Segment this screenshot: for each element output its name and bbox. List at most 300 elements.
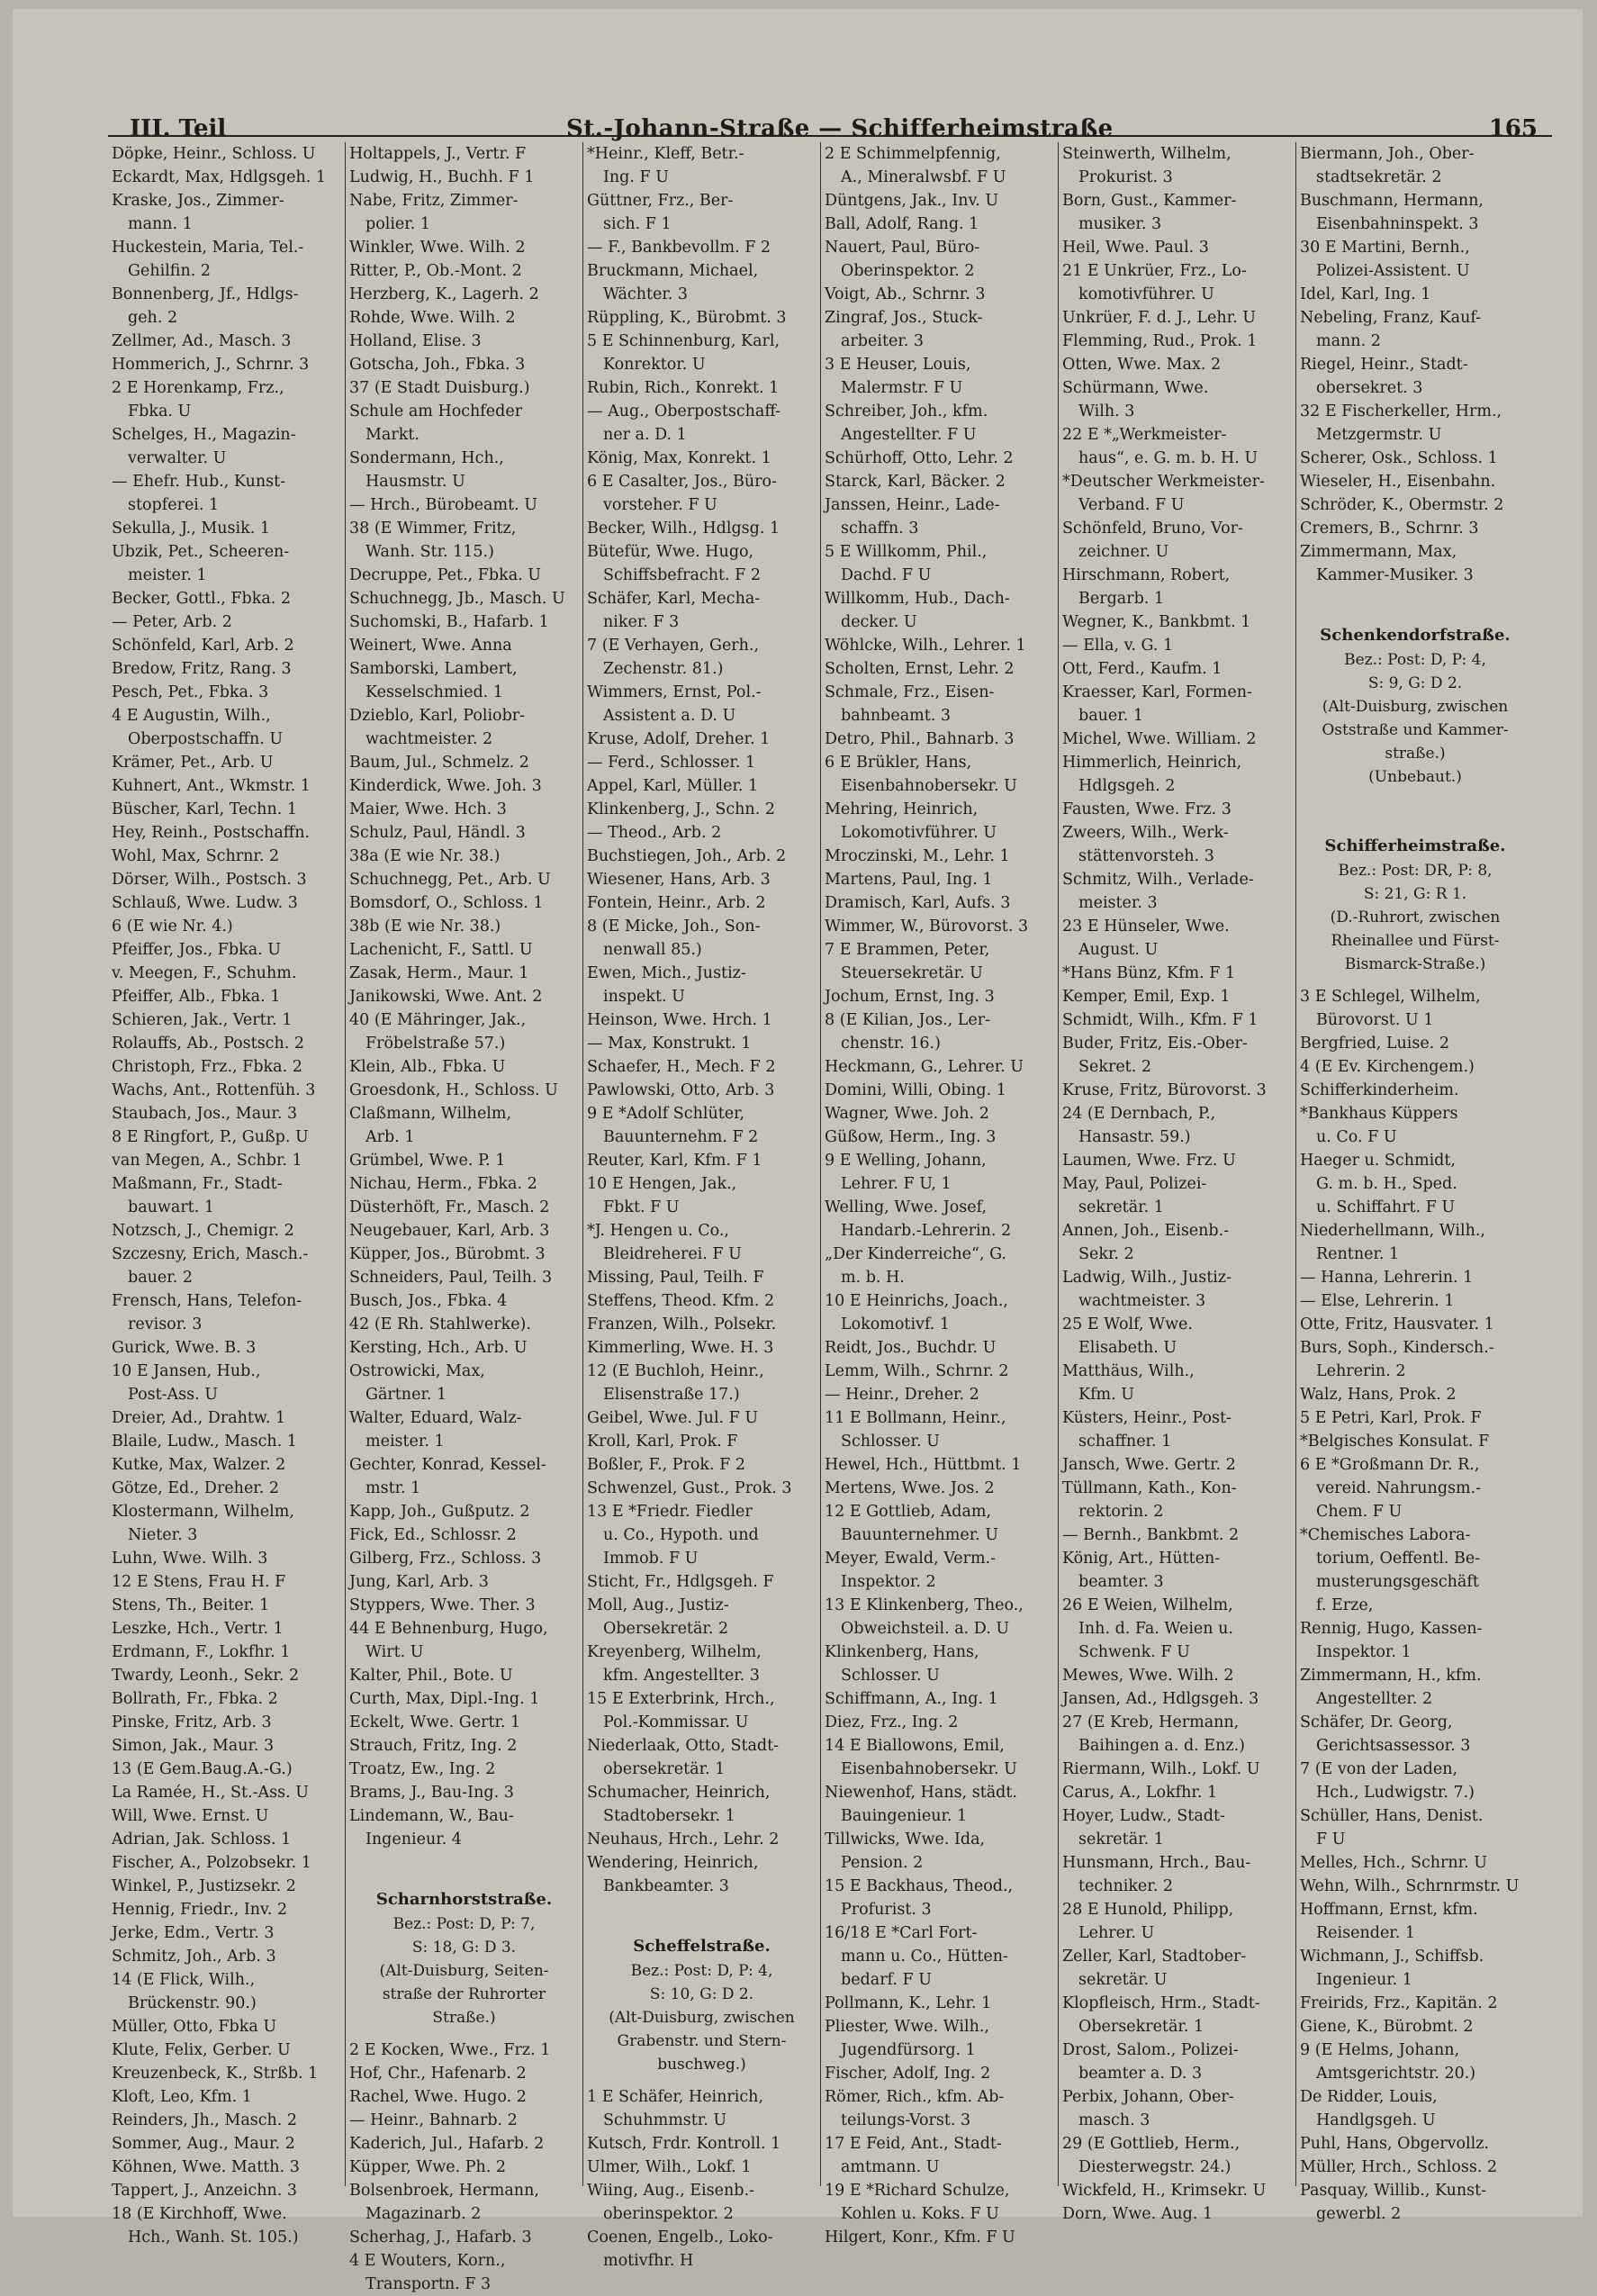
directory-entry: Suchomski, B., Hafarb. 1	[349, 613, 549, 631]
street-heading: Schenkendorfstraße.	[1320, 626, 1511, 645]
directory-entry: Stens, Th., Beiter. 1	[112, 1596, 270, 1614]
directory-entry: Kammer-Musiker. 3	[1316, 566, 1474, 584]
directory-entry: 8 (E Kilian, Jos., Ler-	[825, 1011, 991, 1029]
directory-entry: Oberpostschaffn. U	[128, 730, 284, 748]
directory-entry: revisor. 3	[128, 1315, 203, 1333]
directory-entry: 37 (E Stadt Duisburg.)	[349, 379, 530, 397]
directory-entry: Dachd. F U	[841, 566, 932, 584]
directory-entry: König, Max, Konrekt. 1	[587, 449, 771, 467]
directory-entry: 6 (E wie Nr. 4.)	[112, 917, 233, 936]
directory-entry: König, Art., Hütten-	[1062, 1550, 1221, 1568]
directory-entry: Hey, Reinh., Postschaffn.	[112, 824, 311, 842]
directory-entry: 7 E Brammen, Peter,	[825, 941, 990, 959]
directory-entry: Oberinspektor. 2	[841, 262, 975, 280]
directory-entry: Kaderich, Jul., Hafarb. 2	[349, 2135, 545, 2153]
directory-entry: Kreyenberg, Wilhelm,	[587, 1643, 762, 1661]
directory-entry: Hoffmann, Ernst, kfm.	[1300, 1901, 1478, 1919]
street-info-line: S: 21, G: R 1.	[1363, 885, 1467, 903]
directory-entry: „Der Kinderreiche“, G.	[825, 1245, 1006, 1263]
directory-entry: Kraske, Jos., Zimmer-	[112, 192, 284, 210]
directory-entry: 8 E Ringfort, P., Gußp. U	[112, 1128, 309, 1146]
directory-entry: Inspektor. 2	[841, 1573, 936, 1591]
directory-entry: La Ramée, H., St.-Ass. U	[112, 1784, 309, 1802]
directory-entry: 27 (E Kreb, Hermann,	[1062, 1713, 1240, 1731]
directory-entry: Franzen, Wilh., Polsekr.	[587, 1315, 777, 1333]
directory-entry: 3 E Schlegel, Wilhelm,	[1300, 988, 1481, 1006]
directory-entry: Jerke, Edm., Vertr. 3	[112, 1924, 275, 1942]
directory-entry: Bauunternehmer. U	[841, 1526, 999, 1544]
directory-entry: — Max, Konstrukt. 1	[587, 1035, 752, 1053]
directory-entry: Klein, Alb., Fbka. U	[349, 1058, 506, 1076]
directory-entry: Wendering, Heinrich,	[587, 1854, 759, 1872]
directory-entry: 30 E Martini, Bernh.,	[1300, 239, 1470, 257]
directory-entry: Rolauffs, Ab., Postsch. 2	[112, 1035, 305, 1053]
directory-entry: 24 (E Dernbach, P.,	[1062, 1105, 1216, 1123]
directory-entry: Ostrowicki, Max,	[349, 1362, 485, 1380]
directory-entry: Detro, Phil., Bahnarb. 3	[825, 730, 1015, 748]
directory-entry: Gilberg, Frz., Schloss. 3	[349, 1550, 542, 1568]
directory-entry: Nabe, Fritz, Zimmer-	[349, 192, 519, 210]
directory-entry: Pension. 2	[841, 1854, 924, 1872]
directory-entry: Huckestein, Maria, Tel.-	[112, 239, 304, 257]
directory-entry: Weinert, Wwe. Anna	[349, 637, 512, 655]
directory-entry: Buder, Fritz, Eis.-Ober-	[1062, 1035, 1248, 1053]
directory-entry: Niederlaak, Otto, Stadt-	[587, 1737, 780, 1755]
directory-entry: Neugebauer, Karl, Arb. 3	[349, 1222, 550, 1240]
directory-entry: Ulmer, Wilh., Lokf. 1	[587, 2158, 752, 2176]
directory-entry: Profurist. 3	[841, 1901, 932, 1919]
directory-entry: Bleidreherei. F U	[603, 1245, 742, 1263]
directory-entry: Kutke, Max, Walzer. 2	[112, 1456, 286, 1474]
directory-entry: 5 E Petri, Karl, Prok. F	[1300, 1409, 1482, 1427]
directory-entry: Obersekretär. 1	[1078, 2018, 1205, 2036]
directory-entry: Hch., Wanh. St. 105.)	[128, 2228, 299, 2246]
street-info-line: straße.)	[1385, 745, 1446, 763]
directory-entry: Kroll, Karl, Prok. F	[587, 1433, 738, 1451]
directory-entry: Zweers, Wilh., Werk-	[1062, 824, 1229, 842]
directory-entry: Bergarb. 1	[1078, 590, 1165, 608]
directory-entry: Eckelt, Wwe. Gertr. 1	[349, 1713, 521, 1731]
directory-entry: stadtsekretär. 2	[1316, 168, 1442, 186]
directory-entry: Hof, Chr., Hafenarb. 2	[349, 2065, 527, 2083]
directory-entry: Wiing, Aug., Eisenb.-	[587, 2182, 754, 2200]
directory-entry: Biermann, Joh., Ober-	[1300, 145, 1475, 163]
directory-entry: Kinderdick, Wwe. Joh. 3	[349, 777, 542, 795]
directory-entry: Hoyer, Ludw., Stadt-	[1062, 1807, 1225, 1825]
street-info-line: Grabenstr. und Stern-	[617, 2032, 787, 2050]
directory-entry: 29 (E Gottlieb, Herm.,	[1062, 2135, 1241, 2153]
directory-entry: Angestellter. 2	[1316, 1690, 1433, 1708]
directory-entry: amtmann. U	[841, 2158, 940, 2176]
directory-entry: Bonnenberg, Jf., Hdlgs-	[112, 285, 299, 303]
directory-entry: musiker. 3	[1078, 215, 1162, 233]
directory-entry: Scherhag, J., Hafarb. 3	[349, 2228, 532, 2246]
directory-entry: Carus, A., Lokfhr. 1	[1062, 1784, 1218, 1802]
directory-entry: 16/18 E *Carl Fort-	[825, 1924, 978, 1942]
directory-entry: Wilh. 3	[1078, 402, 1135, 420]
directory-entry: Güttner, Frz., Ber-	[587, 192, 734, 210]
directory-entry: Inh. d. Fa. Weien u.	[1078, 1620, 1233, 1638]
directory-entry: Verband. F U	[1078, 496, 1185, 514]
directory-entry: polier. 1	[365, 215, 430, 233]
directory-entry: Herzberg, K., Lagerh. 2	[349, 285, 539, 303]
directory-entry: Nauert, Paul, Büro-	[825, 239, 980, 257]
directory-entry: 4 (E Ev. Kirchengem.)	[1300, 1058, 1475, 1076]
directory-entry: Prokurist. 3	[1078, 168, 1173, 186]
directory-entry: m. b. H.	[841, 1269, 905, 1287]
directory-entry: 7 (E von der Laden,	[1300, 1760, 1458, 1778]
street-info-line: straße der Ruhrorter	[382, 1985, 546, 2003]
directory-entry: Amtsgerichtstr. 20.)	[1316, 2065, 1476, 2083]
directory-entry: motivfhr. H	[603, 2252, 694, 2270]
directory-entry: 32 E Fischerkeller, Hrm.,	[1300, 402, 1502, 420]
directory-entry: Starck, Karl, Bäcker. 2	[825, 473, 1006, 491]
directory-entry: wachtmeister. 3	[1078, 1292, 1206, 1310]
directory-entry: Hilgert, Konr., Kfm. F U	[825, 2228, 1015, 2246]
directory-entry: Otte, Fritz, Hausvater. 1	[1300, 1315, 1494, 1333]
directory-entry: Rentner. 1	[1316, 1245, 1400, 1263]
directory-entry: 19 E *Richard Schulze,	[825, 2182, 1010, 2200]
directory-entry: 23 E Hünseler, Wwe.	[1062, 917, 1230, 936]
directory-entry: Mehring, Heinrich,	[825, 800, 979, 818]
directory-entry: verwalter. U	[128, 449, 227, 467]
directory-entry: mstr. 1	[365, 1479, 421, 1497]
directory-entry: Kesselschmied. 1	[365, 683, 503, 701]
directory-entry: Inspektor. 1	[1316, 1643, 1412, 1661]
directory-entry: Gotscha, Joh., Fbka. 3	[349, 356, 526, 374]
directory-entry: Fausten, Wwe. Frz. 3	[1062, 800, 1232, 818]
directory-entry: Rubin, Rich., Konrekt. 1	[587, 379, 780, 397]
directory-entry: Wieseler, H., Eisenbahn.	[1300, 473, 1496, 491]
directory-entry: rektorin. 2	[1078, 1503, 1164, 1521]
directory-entry: Tüllmann, Kath., Kon-	[1062, 1479, 1237, 1497]
directory-entry: Melles, Hch., Schrnr. U	[1300, 1854, 1487, 1872]
directory-entry: — F., Bankbevollm. F 2	[587, 239, 771, 257]
directory-entry: Maier, Wwe. Hch. 3	[349, 800, 507, 818]
directory-entry: Magazinarb. 2	[365, 2205, 482, 2223]
directory-entry: Schuhmmstr. U	[603, 2111, 727, 2129]
directory-entry: — Bernh., Bankbmt. 2	[1062, 1526, 1240, 1544]
directory-entry: 8 (E Micke, Joh., Son-	[587, 917, 761, 936]
directory-entry: Zellmer, Ad., Masch. 3	[112, 332, 292, 350]
directory-entry: 3 E Heuser, Louis,	[825, 356, 971, 374]
directory-entry: Schifferkinderheim.	[1300, 1081, 1459, 1099]
directory-entry: Janssen, Heinr., Lade-	[825, 496, 1000, 514]
directory-entry: Wohl, Max, Schrnr. 2	[112, 847, 280, 865]
directory-entry: Lehrerin. 2	[1316, 1362, 1406, 1380]
directory-entry: Notzsch, J., Chemigr. 2	[112, 1222, 294, 1240]
directory-entry: Pliester, Wwe. Wilh.,	[825, 2018, 989, 2036]
directory-entry: — Ferd., Schlosser. 1	[587, 754, 756, 772]
directory-entry: meister. 1	[128, 566, 207, 584]
directory-entry: Buchstiegen, Joh., Arb. 2	[587, 847, 787, 865]
street-info-line: (Unbebaut.)	[1368, 768, 1462, 786]
directory-entry: Schelges, H., Magazin-	[112, 426, 296, 444]
directory-entry: Lemm, Wilh., Schrnr. 2	[825, 1362, 1009, 1380]
directory-entry: inspekt. U	[603, 988, 685, 1006]
directory-entry: Kruse, Adolf, Dreher. 1	[587, 730, 771, 748]
directory-entry: Scherer, Osk., Schloss. 1	[1300, 449, 1498, 467]
directory-entry: Grümbel, Wwe. P. 1	[349, 1152, 506, 1170]
directory-entry: Perbix, Johann, Ober-	[1062, 2088, 1234, 2106]
directory-entry: Annen, Joh., Eisenb.-	[1062, 1222, 1230, 1240]
directory-entry: De Ridder, Louis,	[1300, 2088, 1438, 2106]
directory-entry: Ball, Adolf, Rang. 1	[825, 215, 979, 233]
directory-entry: Born, Gust., Kammer-	[1062, 192, 1237, 210]
directory-entry: Lokomotivführer. U	[841, 824, 997, 842]
directory-entry: Domini, Willi, Obing. 1	[825, 1081, 1006, 1099]
directory-entry: Schürmann, Wwe.	[1062, 379, 1209, 397]
directory-entry: Hausmstr. U	[365, 473, 465, 491]
directory-entry: Fröbelstraße 57.)	[365, 1035, 506, 1053]
directory-entry: Köhnen, Wwe. Matth. 3	[112, 2158, 300, 2176]
directory-entry: *Chemisches Labora-	[1300, 1526, 1471, 1544]
directory-entry: van Megen, A., Schbr. 1	[112, 1152, 302, 1170]
directory-entry: Ingenieur. 1	[1316, 1971, 1412, 1989]
directory-entry: bauer. 1	[1078, 707, 1143, 725]
directory-entry: 13 E Klinkenberg, Theo.,	[825, 1596, 1024, 1614]
street-heading: Scheffelstraße.	[633, 1937, 771, 1956]
street-info-line: Bez.: Post: D, P: 4,	[1344, 651, 1486, 669]
directory-entry: Dreier, Ad., Drahtw. 1	[112, 1409, 286, 1427]
directory-entry: 6 E Casalter, Jos., Büro-	[587, 473, 777, 491]
directory-entry: A., Mineralwsbf. F U	[841, 168, 1006, 186]
directory-entry: Burs, Soph., Kindersch.-	[1300, 1339, 1494, 1357]
directory-entry: Curth, Max, Dipl.-Ing. 1	[349, 1690, 540, 1708]
directory-entry: Markt.	[365, 426, 420, 444]
directory-entry: *Belgisches Konsulat. F	[1300, 1433, 1490, 1451]
directory-entry: obersekret. 3	[1316, 379, 1423, 397]
directory-entry: Post-Ass. U	[128, 1386, 219, 1404]
directory-entry: geh. 2	[128, 309, 178, 327]
directory-entry: Steffens, Theod. Kfm. 2	[587, 1292, 775, 1310]
directory-entry: ner a. D. 1	[603, 426, 687, 444]
directory-entry: Klinkenberg, Hans,	[825, 1643, 979, 1661]
directory-entry: Küpper, Wwe. Ph. 2	[349, 2158, 507, 2176]
directory-entry: — Else, Lehrerin. 1	[1300, 1292, 1455, 1310]
column-4	[821, 142, 1059, 2246]
directory-entry: Büscher, Karl, Techn. 1	[112, 800, 297, 818]
directory-entry: Eckardt, Max, Hdlgsgeh. 1	[112, 168, 327, 186]
directory-entry: Reisender. 1	[1316, 1924, 1415, 1942]
directory-entry: sekretär. 1	[1078, 1198, 1164, 1216]
directory-entry: Mertens, Wwe. Jos. 2	[825, 1479, 995, 1497]
directory-entry: Fick, Ed., Schlossr. 2	[349, 1526, 517, 1544]
directory-entry: Schuchnegg, Jb., Masch. U	[349, 590, 565, 608]
directory-entry: Angestellter. F U	[841, 426, 977, 444]
directory-entry: Blaile, Ludw., Masch. 1	[112, 1433, 297, 1451]
column-6	[1296, 142, 1534, 2223]
directory-entry: *Heinr., Kleff, Betr.-	[587, 145, 744, 163]
directory-entry: Kraesser, Karl, Formen-	[1062, 683, 1252, 701]
directory-entry: Jansch, Wwe. Gertr. 2	[1062, 1456, 1236, 1474]
street-info-line: (Alt-Duisburg, zwischen	[609, 2009, 795, 2027]
directory-entry: Busch, Jos., Fbka. 4	[349, 1292, 508, 1310]
directory-entry: Reinders, Jh., Masch. 2	[112, 2111, 298, 2129]
directory-entry: Becker, Gottl., Fbka. 2	[112, 590, 292, 608]
directory-entry: Bergfried, Luise. 2	[1300, 1035, 1449, 1053]
directory-entry: Schlauß, Wwe. Ludw. 3	[112, 894, 298, 912]
directory-entry: 2 E Horenkamp, Frz.,	[112, 379, 284, 397]
directory-entry: Winkler, Wwe. Wilh. 2	[349, 239, 526, 257]
directory-entry: Immob. F U	[603, 1550, 699, 1568]
directory-entry: Kersting, Hch., Arb. U	[349, 1339, 528, 1357]
directory-entry: Jugendfürsorg. 1	[841, 2041, 976, 2059]
directory-entry: Diez, Frz., Ing. 2	[825, 1713, 959, 1731]
directory-entry: teilungs-Vorst. 3	[841, 2111, 971, 2129]
street-info-line: buschweg.)	[657, 2056, 746, 2074]
directory-entry: Michel, Wwe. William. 2	[1062, 730, 1257, 748]
directory-entry: Missing, Paul, Teilh. F	[587, 1269, 764, 1287]
directory-entry: bedarf. F U	[841, 1971, 932, 1989]
directory-entry: 28 E Hunold, Philipp,	[1062, 1901, 1234, 1919]
directory-entry: Dorn, Wwe. Aug. 1	[1062, 2205, 1214, 2223]
directory-entry: Steinwerth, Wilhelm,	[1062, 145, 1232, 163]
directory-entry: G. m. b. H., Sped.	[1316, 1175, 1457, 1193]
directory-entry: vereid. Nahrungsm.-	[1316, 1479, 1482, 1497]
directory-entry: vorsteher. F U	[603, 496, 717, 514]
directory-entry: Kimmerling, Wwe. H. 3	[587, 1339, 774, 1357]
directory-entry: Coenen, Engelb., Loko-	[587, 2228, 773, 2246]
directory-entry: Jansen, Ad., Hdlgsgeh. 3	[1062, 1690, 1259, 1708]
directory-entry: 15 E Exterbrink, Hrch.,	[587, 1690, 775, 1708]
directory-entry: Will, Wwe. Ernst. U	[112, 1807, 269, 1825]
directory-entry: 10 E Heinrichs, Joach.,	[825, 1292, 1008, 1310]
directory-entry: Eisenbahninspekt. 3	[1316, 215, 1479, 233]
directory-entry: mann. 1	[128, 215, 193, 233]
directory-entry: Adrian, Jak. Schloss. 1	[112, 1830, 292, 1849]
directory-entry: 6 E *Großmann Dr. R.,	[1300, 1456, 1480, 1474]
directory-entry: Kutsch, Frdr. Kontroll. 1	[587, 2135, 781, 2153]
directory-entry: Fischer, A., Polzobsekr. 1	[112, 1854, 311, 1872]
directory-entry: Heil, Wwe. Paul. 3	[1062, 239, 1209, 257]
directory-entry: Polizei-Assistent. U	[1316, 262, 1470, 280]
directory-entry: Wichmann, J., Schiffsb.	[1300, 1948, 1484, 1966]
directory-entry: Martens, Paul, Ing. 1	[825, 871, 993, 889]
street-info-line: (Alt-Duisburg, zwischen	[1322, 698, 1509, 716]
directory-entry: 10 E Jansen, Hub.,	[112, 1362, 261, 1380]
directory-columns	[108, 142, 1538, 2293]
directory-entry: Klute, Felix, Gerber. U	[112, 2041, 291, 2059]
directory-entry: Walter, Eduard, Walz-	[349, 1409, 522, 1427]
directory-entry: *Bankhaus Küppers	[1300, 1105, 1458, 1123]
directory-entry: Kalter, Phil., Bote. U	[349, 1667, 513, 1685]
directory-entry: Ewen, Mich., Justiz-	[587, 964, 746, 982]
directory-entry: Maßmann, Fr., Stadt-	[112, 1175, 283, 1193]
directory-entry: komotivführer. U	[1078, 285, 1214, 303]
directory-entry: Schmidt, Wilh., Kfm. F 1	[1062, 1011, 1259, 1029]
directory-entry: 2 E Schimmelpfennig,	[825, 145, 1001, 163]
directory-entry: Kfm. U	[1078, 1386, 1135, 1404]
directory-entry: masch. 3	[1078, 2111, 1150, 2129]
directory-entry: Lokomotivf. 1	[841, 1315, 951, 1333]
directory-entry: 25 E Wolf, Wwe.	[1062, 1315, 1193, 1333]
directory-entry: Sommer, Aug., Maur. 2	[112, 2135, 295, 2153]
directory-entry: Otten, Wwe. Max. 2	[1062, 356, 1222, 374]
directory-entry: *J. Hengen u. Co.,	[587, 1222, 729, 1240]
directory-entry: 9 E Welling, Johann,	[825, 1152, 987, 1170]
directory-entry: Metzgermstr. U	[1316, 426, 1442, 444]
directory-entry: beamter a. D. 3	[1078, 2065, 1203, 2083]
directory-entry: Sekret. 2	[1078, 1058, 1151, 1076]
directory-entry: sekretär. 1	[1078, 1830, 1164, 1849]
directory-entry: sekretär. U	[1078, 1971, 1168, 1989]
directory-entry: 12 E Stens, Frau H. F	[112, 1573, 286, 1591]
directory-entry: 5 E Willkomm, Phil.,	[825, 543, 988, 561]
directory-entry: u. Schiffahrt. F U	[1316, 1198, 1456, 1216]
directory-entry: Bollrath, Fr., Fbka. 2	[112, 1690, 278, 1708]
directory-entry: Zeller, Karl, Stadtober-	[1062, 1948, 1247, 1966]
directory-entry: Schaefer, H., Mech. F 2	[587, 1058, 776, 1076]
directory-entry: Kapp, Joh., Gußputz. 2	[349, 1503, 530, 1521]
directory-entry: Handlgsgeh. U	[1316, 2111, 1436, 2129]
directory-entry: Wächter. 3	[603, 285, 689, 303]
directory-entry: Ingenieur. 4	[365, 1830, 462, 1849]
directory-entry: Lindemann, W., Bau-	[349, 1807, 514, 1825]
directory-entry: oberinspektor. 2	[603, 2205, 734, 2223]
directory-entry: Szczesny, Erich, Masch.-	[112, 1245, 309, 1263]
directory-entry: Elisenstraße 17.)	[603, 1386, 740, 1404]
directory-entry: Zimmermann, Max,	[1300, 543, 1457, 561]
directory-entry: Flemming, Rud., Prok. 1	[1062, 332, 1258, 350]
directory-entry: Sondermann, Hch.,	[349, 449, 504, 467]
directory-entry: Hommerich, J., Schrnr. 3	[112, 356, 310, 374]
directory-entry: F U	[1316, 1830, 1346, 1849]
directory-entry: beamter. 3	[1078, 1573, 1164, 1591]
directory-entry: Hewel, Hch., Hüttbmt. 1	[825, 1456, 1022, 1474]
street-info-line: (D.-Ruhrort, zwischen	[1330, 908, 1501, 927]
directory-entry: Freirids, Frz., Kapitän. 2	[1300, 1994, 1498, 2012]
directory-entry: Dörser, Wilh., Postsch. 3	[112, 871, 307, 889]
directory-entry: Schuchnegg, Pet., Arb. U	[349, 871, 551, 889]
directory-entry: Strauch, Fritz, Ing. 2	[349, 1737, 518, 1755]
directory-entry: 12 (E Buchloh, Heinr.,	[587, 1362, 764, 1380]
directory-entry: 5 E Schinnenburg, Karl,	[587, 332, 780, 350]
street-info-line: Bez.: Post: D, P: 4,	[630, 1962, 773, 1980]
directory-entry: Wanh. Str. 115.)	[365, 543, 494, 561]
directory-entry: Pasquay, Willib., Kunst-	[1300, 2182, 1487, 2200]
directory-entry: Assistent a. D. U	[603, 707, 736, 725]
directory-entry: Nebeling, Franz, Kauf-	[1300, 309, 1482, 327]
directory-entry: Pollmann, K., Lehr. 1	[825, 1994, 992, 2012]
street-info-line: Bez.: Post: D, P: 7,	[392, 1915, 536, 1933]
directory-entry: Unkrüer, F. d. J., Lehr. U	[1062, 309, 1256, 327]
directory-entry: Rachel, Wwe. Hugo. 2	[349, 2088, 527, 2106]
directory-entry: — Aug., Oberpostschaff-	[587, 402, 781, 420]
directory-entry: zeichner. U	[1078, 543, 1169, 561]
directory-entry: Wöhlcke, Wilh., Lehrer. 1	[825, 637, 1026, 655]
directory-entry: musterungsgeschäft	[1316, 1573, 1479, 1591]
street-info-line: S: 9, G: D 2.	[1367, 674, 1463, 692]
directory-entry: Elisabeth. U	[1078, 1339, 1177, 1357]
directory-entry: Pfeiffer, Alb., Fbka. 1	[112, 988, 281, 1006]
directory-entry: wachtmeister. 2	[365, 730, 493, 748]
directory-entry: Müller, Otto, Fbka U	[112, 2018, 277, 2036]
directory-entry: Moll, Aug., Justiz-	[587, 1596, 729, 1614]
directory-entry: 4 E Augustin, Wilh.,	[112, 707, 271, 725]
directory-entry: Bredow, Fritz, Rang. 3	[112, 660, 292, 678]
directory-entry: bauwart. 1	[128, 1198, 214, 1216]
directory-entry: Ubzik, Pet., Scheeren-	[112, 543, 290, 561]
directory-entry: Schneiders, Paul, Teilh. 3	[349, 1269, 553, 1287]
directory-entry: Eisenbahnobersekr. U	[841, 777, 1017, 795]
directory-entry: Bolsenbroek, Hermann,	[349, 2182, 539, 2200]
directory-entry: Lachenicht, F., Sattl. U	[349, 941, 533, 959]
directory-entry: Tappert, J., Anzeichn. 3	[112, 2182, 298, 2200]
directory-entry: 22 E *„Werkmeister-	[1062, 426, 1227, 444]
directory-entry: Decruppe, Pet., Fbka. U	[349, 566, 542, 584]
directory-entry: Schmale, Frz., Eisen-	[825, 683, 995, 701]
